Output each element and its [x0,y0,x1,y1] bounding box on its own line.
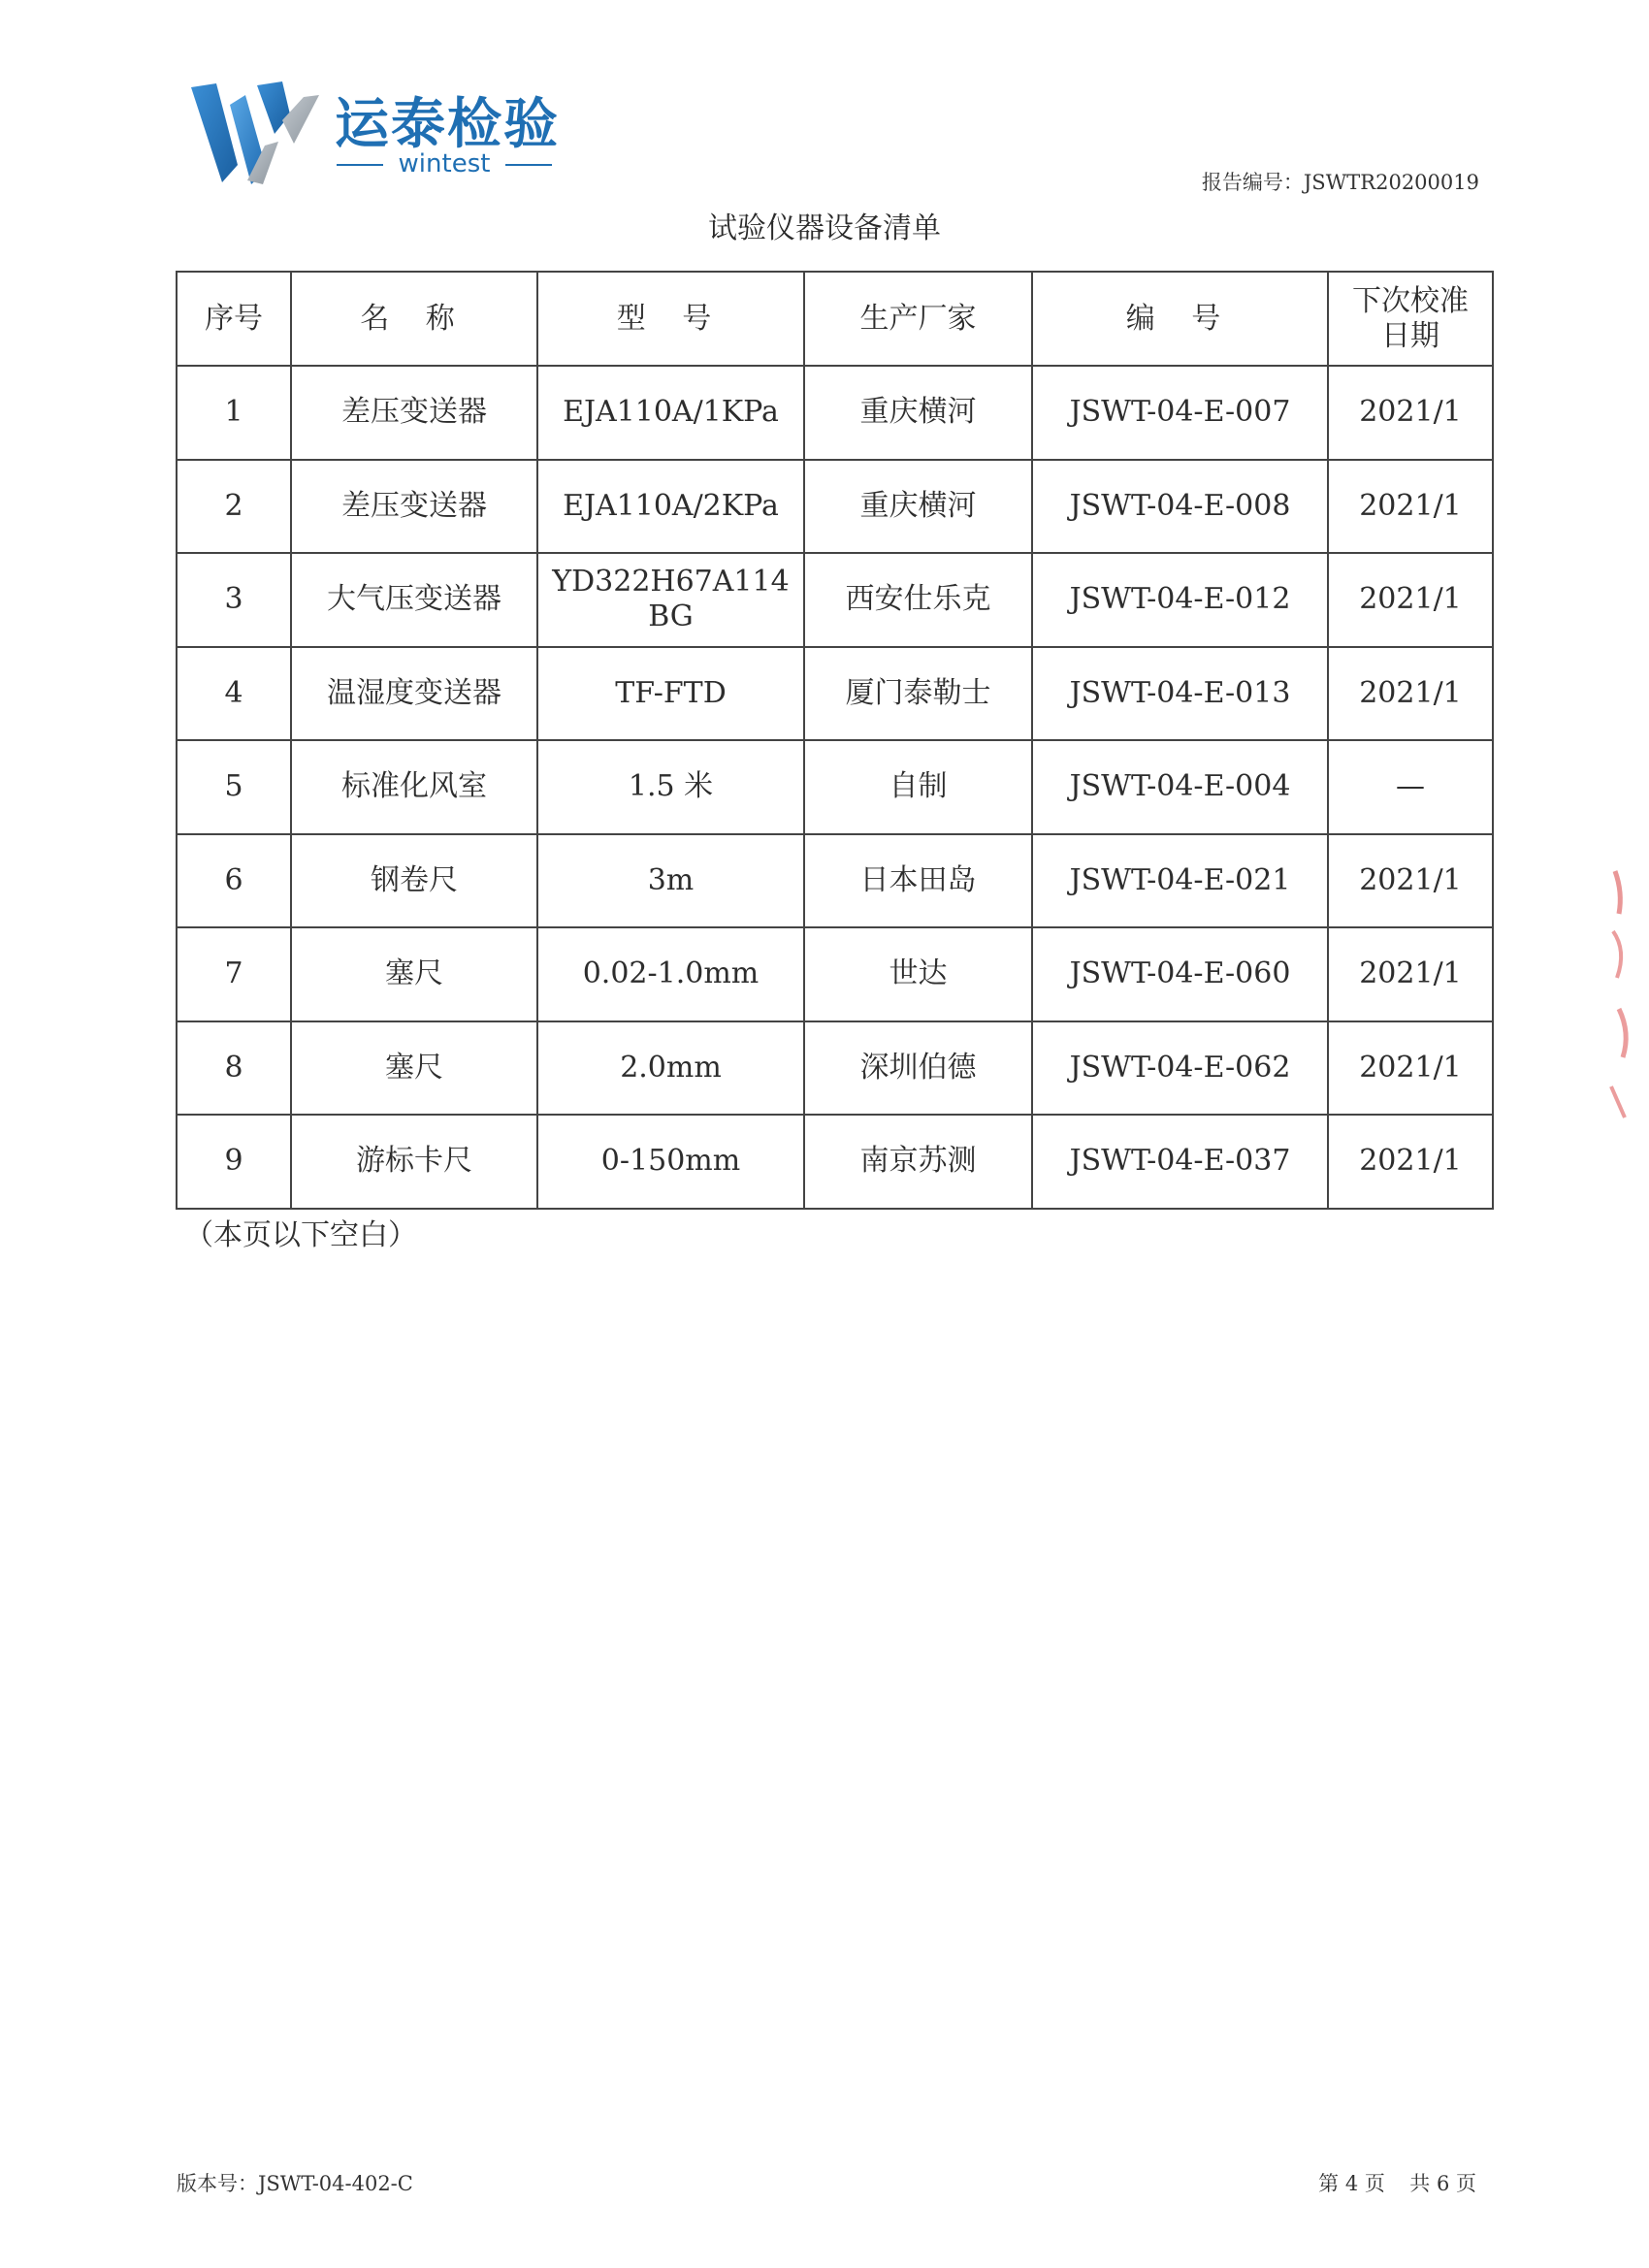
footer-total-pre: 共 [1409,2172,1431,2195]
footer-page-mid: 页 [1364,2172,1385,2195]
cell-serial: 3 [177,553,291,647]
cell-name: 标准化风室 [291,740,537,834]
cell-serial: 7 [177,927,291,1021]
footer-page-total: 6 [1436,2172,1450,2195]
header-manufacturer: 生产厂家 [804,272,1032,366]
cell-name: 大气压变送器 [291,553,537,647]
cell-code: JSWT-04-E-037 [1032,1115,1328,1209]
company-logo [189,76,577,192]
footer-page-pre: 第 [1318,2172,1340,2195]
cell-next-calibration: 2021/1 [1328,927,1493,1021]
cell-manufacturer: 深圳伯德 [804,1021,1032,1116]
header-next-calibration-line1: 下次校准 [1352,283,1469,318]
cell-code: JSWT-04-E-012 [1032,553,1328,647]
table-row [177,740,1493,834]
table-header-row [177,272,1493,366]
header-serial: 序号 [177,272,291,366]
cell-code: JSWT-04-E-007 [1032,366,1328,460]
cell-model: 3m [537,834,804,928]
wintest-logo-mark-icon [189,76,325,187]
cell-model: TF-FTD [537,647,804,741]
table-row [177,553,1493,647]
document-title: 试验仪器设备清单 [708,211,941,245]
table-row [177,1021,1493,1116]
cell-serial: 9 [177,1115,291,1209]
cell-next-calibration: 2021/1 [1328,834,1493,928]
cell-serial: 8 [177,1021,291,1116]
cell-name: 钢卷尺 [291,834,537,928]
table-row [177,834,1493,928]
logo-subtitle-text: wintest [398,149,491,178]
cell-serial: 1 [177,366,291,460]
logo-subtitle [337,149,552,178]
cell-manufacturer: 重庆横河 [804,460,1032,554]
cell-name: 差压变送器 [291,366,537,460]
cell-code: JSWT-04-E-004 [1032,740,1328,834]
report-number-value: JSWTR20200019 [1303,171,1479,194]
cell-name: 游标卡尺 [291,1115,537,1209]
cell-model: 2.0mm [537,1021,804,1116]
cell-name: 差压变送器 [291,460,537,554]
cell-code: JSWT-04-E-060 [1032,927,1328,1021]
cell-next-calibration: 2021/1 [1328,647,1493,741]
cell-serial: 6 [177,834,291,928]
cell-model: 0-150mm [537,1115,804,1209]
cell-name: 塞尺 [291,1021,537,1116]
cell-model: 0.02-1.0mm [537,927,804,1021]
cell-manufacturer: 自制 [804,740,1032,834]
cell-next-calibration: 2021/1 [1328,1115,1493,1209]
header-model: 型 号 [537,272,804,366]
cell-next-calibration: 2021/1 [1328,1021,1493,1116]
cell-model: 1.5 米 [537,740,804,834]
footer-version [177,2168,413,2197]
footer-page-info [1318,2168,1476,2197]
cell-next-calibration: 2021/1 [1328,366,1493,460]
cell-model [537,553,804,647]
footer-page-current: 4 [1344,2172,1359,2195]
report-number-label: 报告编号： [1201,171,1304,194]
header-code: 编 号 [1032,272,1328,366]
cell-model: EJA110A/1KPa [537,366,804,460]
cell-manufacturer: 日本田岛 [804,834,1032,928]
cell-next-calibration: 2021/1 [1328,460,1493,554]
cell-code: JSWT-04-E-008 [1032,460,1328,554]
cell-manufacturer: 厦门泰勒士 [804,647,1032,741]
cell-serial: 2 [177,460,291,554]
table-body [177,366,1493,1209]
cell-next-calibration: 2021/1 [1328,553,1493,647]
table-row [177,460,1493,554]
cell-model-line2: BG [648,599,694,634]
cell-manufacturer: 世达 [804,927,1032,1021]
table-row [177,927,1493,1021]
cell-manufacturer: 西安仕乐克 [804,553,1032,647]
blank-below-note: （本页以下空白） [184,1218,417,1252]
table-row [177,1115,1493,1209]
header-next-calibration-line2: 日期 [1381,318,1439,353]
cell-serial: 4 [177,647,291,741]
report-number [1202,167,1479,196]
footer-version-value: JSWT-04-402-C [258,2172,413,2195]
logo-company-name: 运泰检验 [335,93,560,156]
table-row [177,647,1493,741]
footer-version-label: 版本号： [177,2172,258,2195]
cell-code: JSWT-04-E-013 [1032,647,1328,741]
equipment-table [176,271,1494,1210]
header-name: 名 称 [291,272,537,366]
header-next-calibration [1328,272,1493,366]
cell-code: JSWT-04-E-062 [1032,1021,1328,1116]
cell-name: 塞尺 [291,927,537,1021]
cell-model: EJA110A/2KPa [537,460,804,554]
cell-serial: 5 [177,740,291,834]
cell-code: JSWT-04-E-021 [1032,834,1328,928]
cell-manufacturer: 南京苏测 [804,1115,1032,1209]
footer-total-post: 页 [1456,2172,1476,2195]
cell-name: 温湿度变送器 [291,647,537,741]
cell-model-line1: YD322H67A114 [552,565,790,599]
seal-stamp-edge-icon [1605,863,1649,1154]
table-row [177,366,1493,460]
cell-manufacturer: 重庆横河 [804,366,1032,460]
cell-next-calibration: — [1328,740,1493,834]
